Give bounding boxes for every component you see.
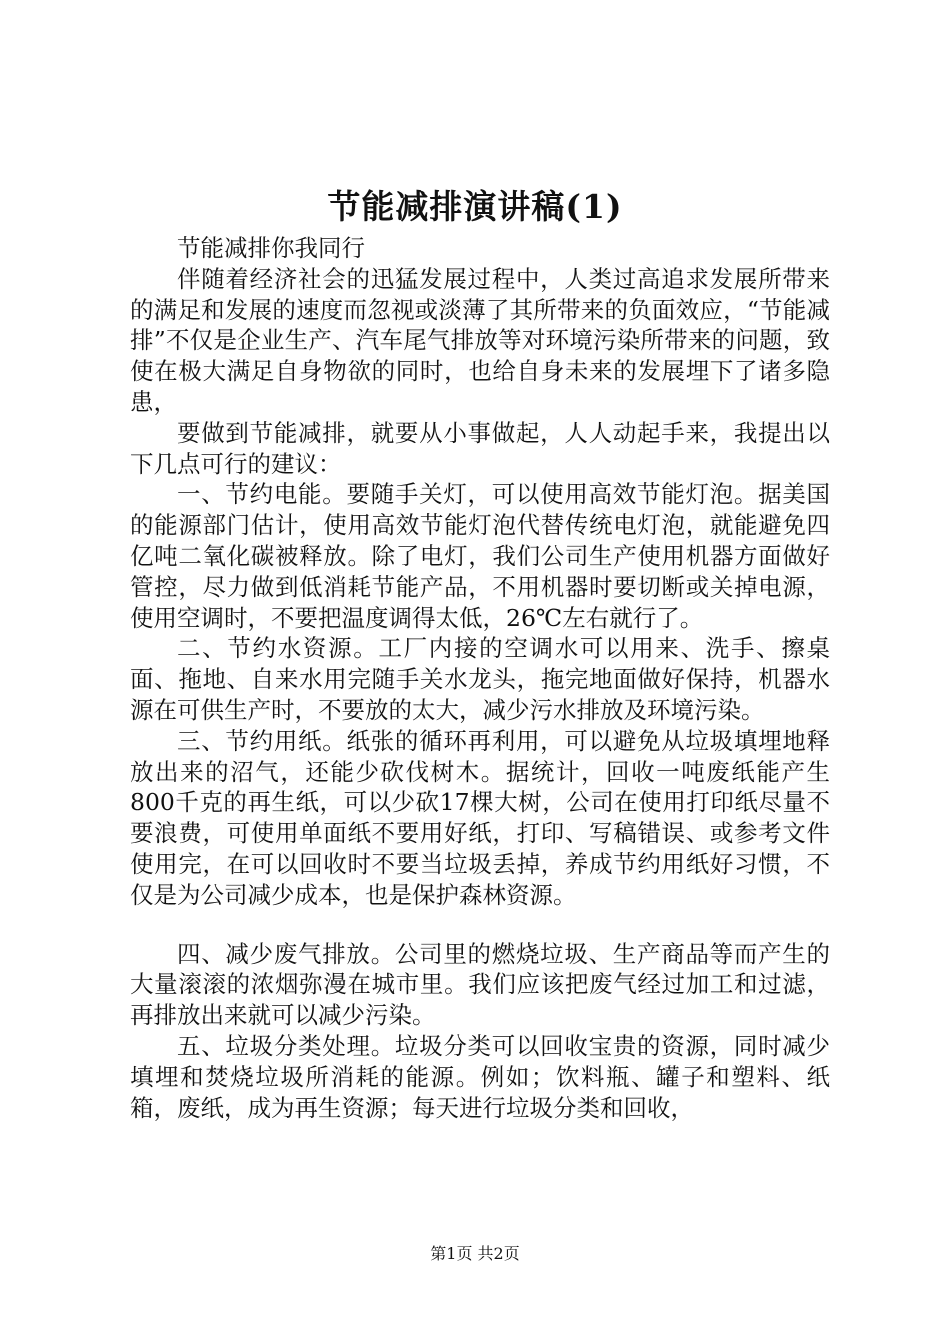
document-body: [130, 233, 830, 1123]
paragraph-proposal: 要做到节能减排，就要从小事做起，人人动起手来，我提出以下几点可行的建议：: [130, 418, 830, 478]
paragraph-exhaust: 四、减少废气排放。公司里的燃烧垃圾、生产商品等而产生的大量滚滚的浓烟弥漫在城市里。我们应该把废气经过加工和过滤，再排放出来就可以减少污染。: [130, 939, 830, 1030]
document-title: 节能减排演讲稿(1): [327, 187, 623, 226]
paragraph-paper: 三、节约用纸。纸张的循环再利用，可以避免从垃圾填埋地释放出来的沼气，还能少砍伐树木。据统计，回收一吨废纸能产生800千克的再生纸，可以少砍17棵大树，公司在使用打印纸尽量不要浪费，可使用单面纸不要用好纸，打印、写稿错误、或参考文件使用完，在可以回收时不要当垃圾丢掉，养成节约用纸好习惯，不仅是为公司减少成本，也是保护森林资源。: [130, 726, 830, 909]
paragraph-electricity: 一、节约电能。要随手关灯，可以使用高效节能灯泡。据美国的能源部门估计，使用高效节能灯泡代替传统电灯泡，就能避免四亿吨二氧化碳被释放。除了电灯，我们公司生产使用机器方面做好管控，尽力做到低消耗节能产品，不用机器时要切断或关掉电源，使用空调时，不要把温度调得太低，26℃左右就行了。: [130, 480, 830, 632]
paragraph-waste-sorting: 五、垃圾分类处理。垃圾分类可以回收宝贵的资源，同时减少填埋和焚烧垃圾所消耗的能源。例如；饮料瓶、罐子和塑料、纸箱，废纸，成为再生资源；每天进行垃圾分类和回收，: [130, 1031, 830, 1122]
paragraph-intro: 伴随着经济社会的迅猛发展过程中，人类过高追求发展所带来的满足和发展的速度而忽视或淡薄了其所带来的负面效应，“节能减排”不仅是企业生产、汽车尾气排放等对环境污染所带来的问题，致使在极大满足自身物欲的同时，也给自身未来的发展埋下了诸多隐患，: [130, 264, 830, 416]
paragraph-subtitle: 节能减排你我同行: [177, 234, 365, 262]
paragraph-water: 二、节约水资源。工厂内接的空调水可以用来、洗手、擦桌面、拖地、自来水用完随手关水龙头，拖完地面做好保持，机器水源在可供生产时，不要放的太大，减少污水排放及环境污染。: [130, 634, 830, 724]
page-number-footer: 第1页 共2页: [430, 1244, 520, 1263]
